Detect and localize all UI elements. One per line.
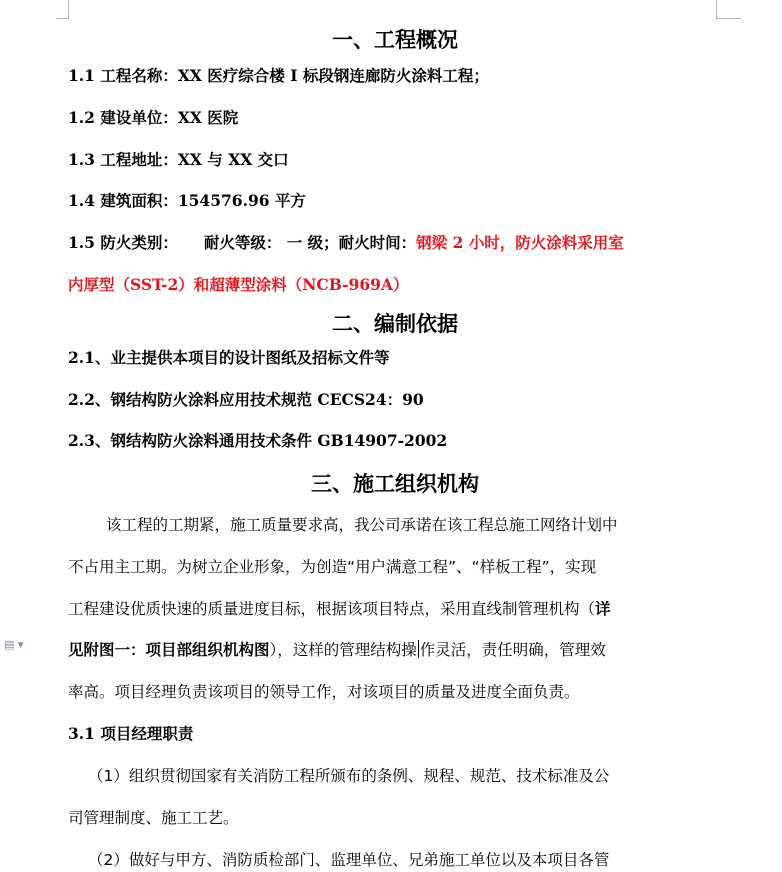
building-area: 1.4 建筑面积：154576.96 平方	[68, 191, 306, 210]
para-line-4	[68, 638, 606, 660]
page-corner-mark-left	[56, 0, 69, 19]
basis-item-3: 2.3、钢结构防火涂料通用技术条件 GB14907-2002	[68, 431, 448, 450]
section-title-overview: 一、工程概况	[332, 27, 458, 52]
para-line-4-tail: 作灵活，责任明确，管理效	[419, 641, 606, 659]
project-name: 1.1 工程名称：XX 医疗综合楼 I 标段钢连廊防火涂料工程；	[68, 66, 489, 85]
page-corner-mark-right	[716, 0, 741, 19]
para-line-3	[68, 597, 611, 619]
para-line-5: 率高。项目经理负责该项目的领导工作，对该项目的质量及进度全面负责。	[68, 683, 580, 701]
pm-duties-title: 3.1 项目经理职责	[68, 724, 194, 743]
para-line-1: 该工程的工期紧，施工质量要求高，我公司承诺在该工程总施工网络计划中	[106, 516, 618, 534]
duty-1-line-1: （1）组织贯彻国家有关消防工程所颁布的条例、规程、规范、技术标准及公	[88, 767, 610, 785]
org-chart-reference: 见附图一：项目部组织机构图	[68, 640, 270, 659]
section-title-basis: 二、编制依据	[332, 311, 458, 336]
section-title-organization: 三、施工组织机构	[311, 471, 479, 496]
basis-item-2: 2.2、钢结构防火涂料应用技术规范 CECS24：90	[68, 390, 424, 409]
para-line-3-text: 工程建设优质快速的质量进度目标，根据该项目特点，采用直线制管理机构（	[68, 600, 596, 618]
duty-1-line-2: 司管理制度、施工工艺。	[68, 809, 239, 827]
fire-category	[68, 231, 624, 253]
fire-grade: 耐火等级： 一 级；耐火时间：	[203, 233, 417, 252]
construction-unit: 1.2 建设单位：XX 医院	[68, 108, 239, 127]
para-line-4-text: ），这样的管理结构操	[269, 641, 417, 659]
project-address: 1.3 工程地址：XX 与 XX 交口	[68, 150, 289, 169]
fire-time-red: 钢梁 2 小时，防火涂料采用室	[416, 233, 624, 252]
para-line-3-bold: 详	[595, 599, 611, 618]
fire-category-label: 1.5 防火类别：	[68, 233, 178, 252]
basis-item-1: 2.1、业主提供本项目的设计图纸及招标文件等	[68, 348, 390, 367]
duty-2-line-1: （2）做好与甲方、消防质检部门、监理单位、兄弟施工单位以及本项目各管	[88, 851, 610, 869]
fire-coating-type: 内厚型（SST-2）和超薄型涂料（NCB-969A）	[68, 275, 409, 294]
text-cursor	[418, 640, 419, 658]
para-line-2: 不占用主工期。为树立企业形象，为创造“用户满意工程”、“样板工程”，实现	[68, 558, 597, 576]
paragraph-options-icon[interactable]: ▤ ▾	[4, 638, 24, 651]
